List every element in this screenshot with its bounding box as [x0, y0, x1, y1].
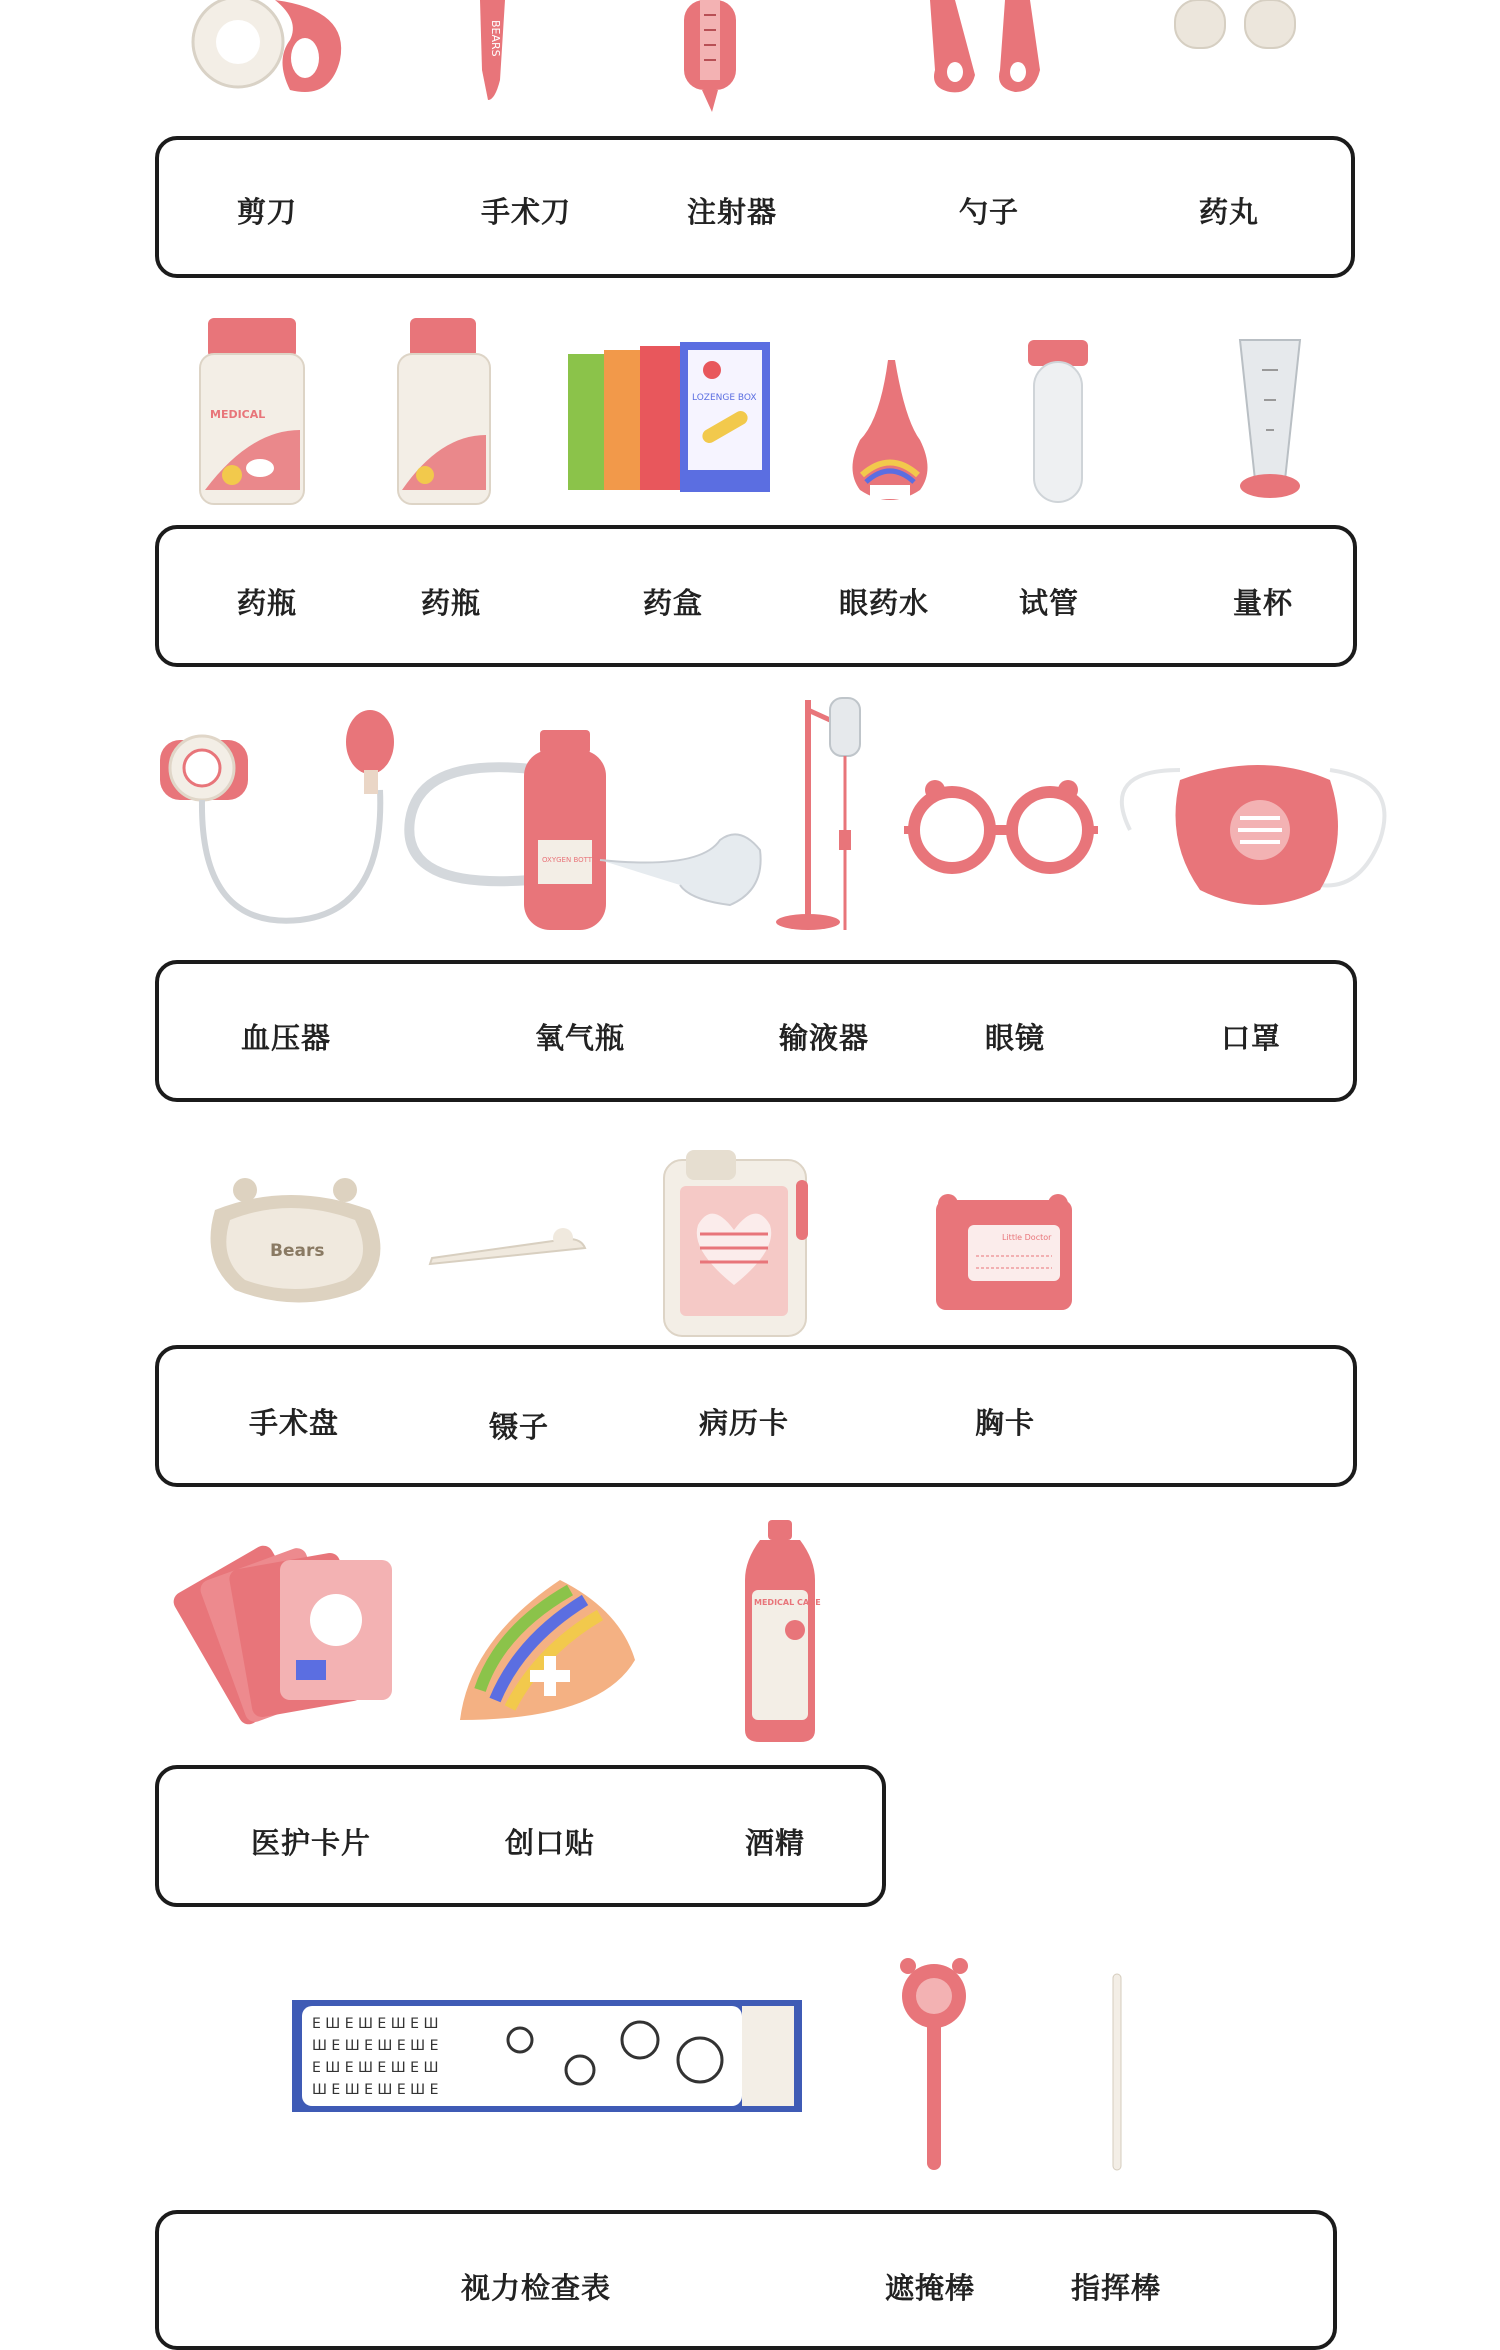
label-scissors: 剪刀 — [237, 195, 298, 229]
spoon-icon — [930, 0, 1040, 92]
eye-drops-icon — [853, 360, 928, 500]
blood-pressure-icon — [160, 710, 394, 921]
label-medical-cards: 医护卡片 — [251, 1826, 372, 1860]
tweezers-icon — [430, 1228, 585, 1264]
syringe-icon — [684, 0, 736, 112]
svg-text:Little Doctor: Little Doctor — [1002, 1233, 1052, 1242]
section-1-illustrations — [0, 0, 1500, 130]
svg-text:Ш E Ш E Ш E Ш E: Ш E Ш E Ш E Ш E — [312, 2038, 439, 2054]
medicine-bottle-icon — [200, 318, 304, 504]
label-box-5 — [155, 1765, 886, 1907]
label-blood-pressure: 血压器 — [241, 1021, 332, 1055]
eye-chart-icon — [292, 2000, 802, 2112]
section-4-illustrations — [0, 1130, 1500, 1350]
label-box-6 — [155, 2210, 1337, 2350]
occluder-icon — [900, 1958, 968, 2170]
section-2-svg — [0, 310, 1500, 510]
label-mask: 口罩 — [1221, 1021, 1282, 1055]
label-tweezers: 镊子 — [489, 1410, 550, 1444]
section-3-svg — [0, 690, 1500, 950]
medical-record-icon — [664, 1150, 808, 1336]
label-pointer-stick: 指挥棒 — [1071, 2271, 1162, 2305]
label-surgical-tray: 手术盘 — [249, 1406, 340, 1440]
surgical-tray-icon — [211, 1178, 381, 1303]
label-medicine-bottle-2: 药瓶 — [421, 586, 482, 620]
label-alcohol: 酒精 — [745, 1826, 806, 1860]
svg-text:MEDICAL CARE: MEDICAL CARE — [754, 1598, 821, 1607]
test-tube-icon — [1028, 340, 1088, 502]
label-box-3 — [155, 960, 1357, 1102]
label-bandage: 创口贴 — [505, 1826, 596, 1860]
label-medicine-bottle: 药瓶 — [237, 586, 298, 620]
section-1-svg — [0, 0, 1500, 130]
mask-icon — [1122, 765, 1385, 905]
section-3-illustrations — [0, 690, 1500, 950]
alcohol-bottle-icon — [745, 1520, 821, 1742]
label-eye-chart: 视力检查表 — [461, 2271, 612, 2305]
chest-badge-icon — [936, 1194, 1072, 1310]
medical-cards-icon — [170, 1542, 392, 1728]
label-box-2 — [155, 525, 1357, 667]
svg-text:Bears: Bears — [270, 1241, 325, 1261]
label-spoon: 勺子 — [959, 195, 1020, 229]
section-2-illustrations — [0, 310, 1500, 510]
section-5-illustrations — [0, 1520, 1500, 1750]
glasses-icon — [904, 780, 1098, 868]
scalpel-icon — [480, 0, 505, 100]
label-box-1 — [155, 136, 1355, 278]
iv-stand-icon — [776, 698, 860, 930]
svg-text:Ш E Ш E Ш E Ш E: Ш E Ш E Ш E Ш E — [312, 2082, 439, 2098]
label-eye-drops: 眼药水 — [839, 586, 930, 620]
label-occluder: 遮掩棒 — [885, 2271, 976, 2305]
medicine-bottle-2-icon — [398, 318, 490, 504]
svg-text:OXYGEN BOTTLE: OXYGEN BOTTLE — [542, 856, 601, 864]
label-scalpel: 手术刀 — [481, 195, 572, 229]
scissors-icon — [193, 0, 341, 92]
pointer-stick-icon — [1113, 1974, 1121, 2170]
measuring-cup-icon — [1240, 340, 1300, 498]
label-test-tube: 试管 — [1019, 586, 1080, 620]
section-4-svg — [0, 1130, 1500, 1350]
svg-text:E Ш E Ш E Ш E Ш: E Ш E Ш E Ш E Ш — [312, 2060, 439, 2076]
svg-text:MEDICAL: MEDICAL — [210, 408, 266, 421]
label-box-4 — [155, 1345, 1357, 1487]
section-6-illustrations — [0, 1940, 1500, 2180]
svg-text:BEARS: BEARS — [489, 20, 502, 57]
label-measuring-cup: 量杯 — [1233, 586, 1294, 620]
svg-text:E Ш E Ш E Ш E Ш: E Ш E Ш E Ш E Ш — [312, 2016, 439, 2032]
lozenge-box-icon — [568, 342, 770, 492]
label-iv-stand: 输液器 — [779, 1021, 870, 1055]
label-glasses: 眼镜 — [985, 1021, 1046, 1055]
svg-text:LOZENGE BOX: LOZENGE BOX — [692, 393, 757, 403]
label-chest-badge: 胸卡 — [975, 1406, 1036, 1440]
label-medical-record: 病历卡 — [699, 1406, 790, 1440]
oxygen-bottle-icon — [409, 730, 760, 930]
label-oxygen-bottle: 氧气瓶 — [535, 1021, 626, 1055]
bandage-icon — [460, 1580, 635, 1720]
label-pill: 药丸 — [1199, 195, 1260, 229]
label-pill-box: 药盒 — [643, 586, 704, 620]
section-6-svg — [0, 1940, 1500, 2180]
section-5-svg — [0, 1520, 1500, 1750]
label-syringe: 注射器 — [687, 195, 778, 229]
pill-icon — [1175, 0, 1295, 48]
